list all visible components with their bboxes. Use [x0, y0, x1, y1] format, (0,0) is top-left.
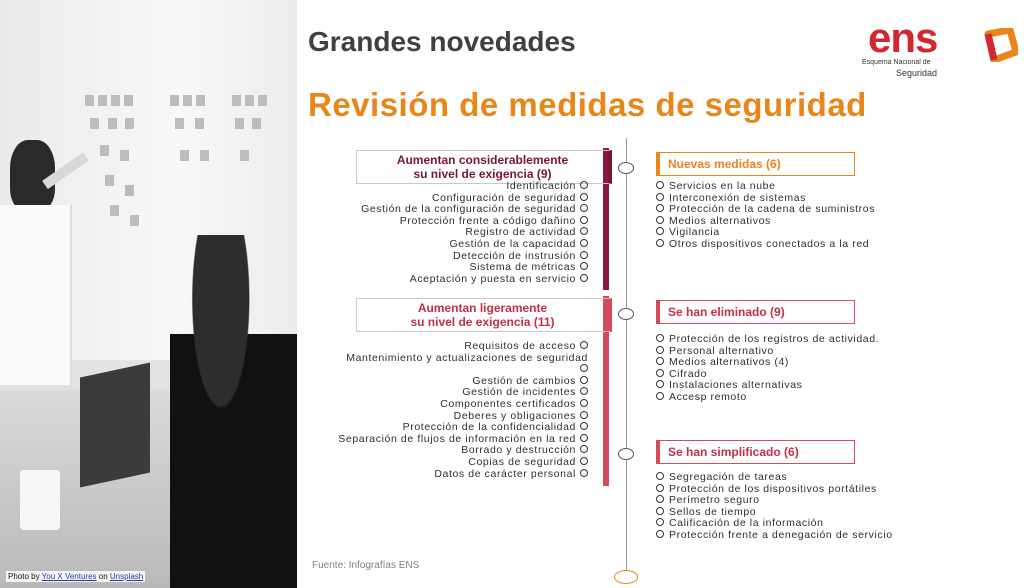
header-line: su nivel de exigencia (9) [413, 167, 552, 181]
left-group-1-header [356, 150, 612, 184]
list-item: Gestión de incidentes [338, 387, 588, 399]
list-item: Sellos de tiempo [656, 507, 911, 519]
list-item: Vigilancia [656, 227, 911, 239]
list-item: Protección frente a denegación de servicio [656, 530, 911, 542]
list-item: Registro de actividad [338, 227, 588, 239]
right-group-3-header: Se han simplificado (6) [656, 440, 855, 464]
list-item: Cifrado [656, 369, 911, 381]
man-figure [170, 235, 297, 588]
timeline-node [618, 448, 634, 460]
list-item: Copias de seguridad [338, 457, 588, 469]
logo-shape-icon [980, 28, 1018, 62]
bullet-circle-icon [656, 181, 664, 189]
bullet-circle-icon [580, 239, 588, 247]
bullet-circle-icon [656, 193, 664, 201]
list-item: Protección de los dispositivos portátiles [656, 484, 911, 496]
credit-prefix: Photo by [8, 572, 40, 581]
bullet-circle-icon [580, 457, 588, 465]
bullet-circle-icon [580, 227, 588, 235]
list-item: Deberes y obligaciones [338, 411, 588, 423]
bullet-circle-icon [580, 216, 588, 224]
bullet-circle-icon [656, 530, 664, 538]
header-line: su nivel de exigencia (11) [410, 315, 555, 329]
list-item: Gestión de la configuración de seguridad [338, 204, 588, 216]
list-item: Calificación de la información [656, 518, 911, 530]
timeline-node [618, 162, 634, 174]
credit-author-link[interactable]: You X Ventures [41, 572, 97, 581]
bullet-circle-icon [656, 357, 664, 365]
right-group-1-list [656, 181, 911, 251]
list-item: Segregación de tareas [656, 472, 911, 484]
bullet-circle-icon [580, 193, 588, 201]
bullet-circle-icon [580, 364, 588, 372]
list-item: Instalaciones alternativas [656, 380, 911, 392]
bullet-circle-icon [656, 204, 664, 212]
list-item: Accesp remoto [656, 392, 911, 404]
left-group-1-list [338, 181, 588, 285]
list-item: Identificación [338, 181, 588, 193]
bullet-circle-icon [656, 227, 664, 235]
bullet-circle-icon [656, 392, 664, 400]
list-item: Componentes certificados [338, 399, 588, 411]
timeline-node [618, 308, 634, 320]
list-item: Interconexión de sistemas [656, 193, 911, 205]
credit-site-link[interactable]: Unsplash [109, 572, 144, 581]
bullet-circle-icon [656, 216, 664, 224]
slide-subtitle: Revisión de medidas de seguridad [308, 86, 867, 123]
list-item: Protección de los registros de actividad. [656, 334, 911, 346]
bullet-circle-icon [656, 495, 664, 503]
bullet-circle-icon [656, 346, 664, 354]
list-item: Detección de instrusión [338, 251, 588, 263]
list-item: Gestión de la capacidad [338, 239, 588, 251]
ens-logo [862, 14, 1022, 82]
bullet-circle-icon [580, 262, 588, 270]
slide-title: Grandes novedades [308, 26, 576, 57]
list-item: Configuración de seguridad [338, 193, 588, 205]
logo-word: ens [868, 14, 938, 61]
list-item: Personal alternativo [656, 346, 911, 358]
bullet-circle-icon [580, 434, 588, 442]
bullet-circle-icon [580, 411, 588, 419]
header-line: Aumentan ligeramente [417, 301, 548, 315]
right-group-2-list [656, 334, 911, 404]
bullet-circle-icon [580, 399, 588, 407]
office-photo [0, 0, 297, 588]
list-item: Servicios en la nube [656, 181, 911, 193]
list-item: Datos de carácter personal [338, 469, 588, 481]
right-group-3-list [656, 472, 911, 542]
bullet-circle-icon [656, 239, 664, 247]
list-item: Mantenimiento y actualizaciones de seguridad [338, 353, 588, 376]
bullet-circle-icon [656, 369, 664, 377]
bullet-circle-icon [580, 469, 588, 477]
photo-credit [6, 571, 145, 582]
woman-body [0, 205, 72, 385]
bullet-circle-icon [656, 334, 664, 342]
list-item: Borrado y destrucción [338, 445, 588, 457]
bullet-circle-icon [580, 376, 588, 384]
left-group-2-header [356, 298, 612, 332]
bullet-circle-icon [580, 445, 588, 453]
list-item: Sistema de métricas [338, 262, 588, 274]
timeline-spine [626, 138, 627, 570]
list-item: Protección de la cadena de suministros [656, 204, 911, 216]
logo-line2: Seguridad [896, 68, 938, 78]
list-item: Perímetro seguro [656, 495, 911, 507]
bullet-circle-icon [580, 181, 588, 189]
list-item: Medios alternativos (4) [656, 357, 911, 369]
laptop [80, 363, 150, 488]
bullet-circle-icon [656, 472, 664, 480]
list-item: Otros dispositivos conectados a la red [656, 239, 911, 251]
header-line: Aumentan considerablemente [396, 153, 569, 167]
list-item: Separación de flujos de información en la red [338, 434, 588, 446]
credit-middle: on [98, 572, 108, 581]
list-item: Protección de la confidencialidad [338, 422, 588, 434]
list-item: Protección frente a código dañino [338, 216, 588, 228]
bullet-circle-icon [580, 204, 588, 212]
right-group-2-header: Se han eliminado (9) [656, 300, 855, 324]
bullet-circle-icon [580, 422, 588, 430]
left-group-2-list [338, 341, 588, 480]
bullet-circle-icon [656, 380, 664, 388]
bullet-circle-icon [580, 251, 588, 259]
right-group-1-header: Nuevas medidas (6) [656, 152, 855, 176]
bullet-circle-icon [580, 341, 588, 349]
list-item: Gestión de cambios [338, 376, 588, 388]
source-note: Fuente: Infografías ENS [312, 560, 420, 571]
list-item: Requisitos de acceso [338, 341, 588, 353]
bullet-circle-icon [580, 274, 588, 282]
bullet-circle-icon [656, 484, 664, 492]
bullet-circle-icon [656, 507, 664, 515]
bullet-circle-icon [656, 518, 664, 526]
list-item: Medios alternativos [656, 216, 911, 228]
list-item: Aceptación y puesta en servicio [338, 274, 588, 286]
logo-line1: Esquema Nacional de [862, 59, 931, 66]
timeline-end-node [614, 570, 638, 584]
bullet-circle-icon [580, 387, 588, 395]
